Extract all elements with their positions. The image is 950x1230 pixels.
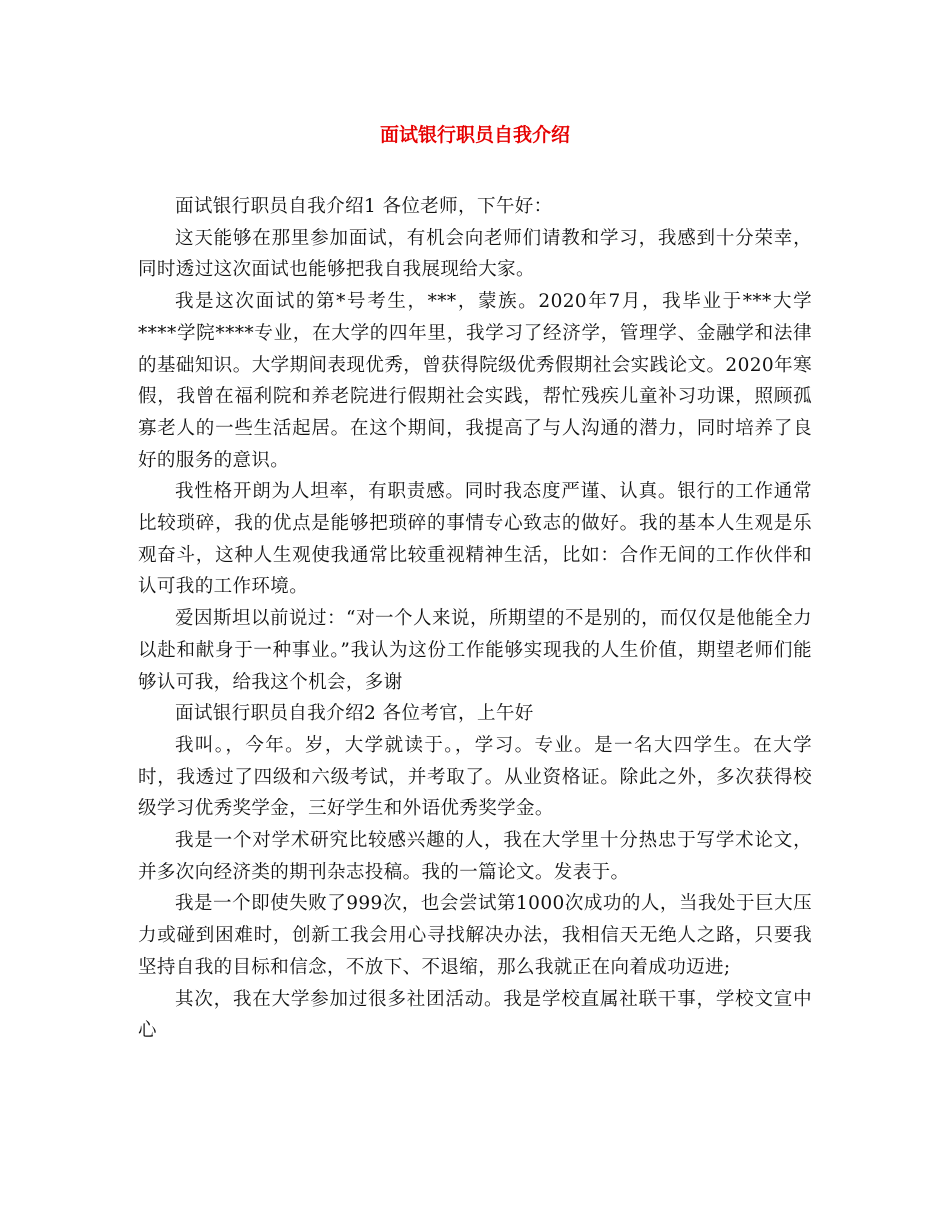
paragraph: 我是一个即使失败了999次，也会尝试第1000次成功的人，当我处于巨大压力或碰到困难时，创新工我会用心寻找解决办法，我相信天无绝人之路，只要我坚持自我的目标和信念，不放下、不退缩，那么我就正在向着成功迈进; [138, 893, 812, 978]
paragraph: 这天能够在那里参加面试，有机会向老师们请教和学习，我感到十分荣幸，同时透过这次面试也能够把我自我展现给大家。 [138, 227, 812, 281]
paragraph: 我是一个对学术研究比较感兴趣的人，我在大学里十分热忠于写学术论文，并多次向经济类的期刊杂志投稿。我的一篇论文。发表于。 [138, 830, 812, 883]
paragraph: 其次，我在大学参加过很多社团活动。我是学校直属社联干事，学校文宣中心 [138, 988, 812, 1042]
paragraph: 爱因斯坦以前说过：“对一个人来说，所期望的不是别的，而仅仅是他能全力以赴和献身于一种事业。”我认为这份工作能够实现我的人生价值，期望老师们能够认可我，给我这个机会，多谢 [138, 608, 812, 693]
paragraph: 我叫。，今年。岁，大学就读于。，学习。专业。是一名大四学生。在大学时，我透过了四级和六级考试，并考取了。从业资格证。除此之外，多次获得校级学习优秀奖学金，三好学生和外语优秀奖学金。 [138, 734, 812, 820]
paragraph: 我性格开朗为人坦率，有职责感。同时我态度严谨、认真。银行的工作通常比较琐碎，我的优点是能够把琐碎的事情专心致志的做好。我的基本人生观是乐观奋斗，这种人生观使我通常比较重视精神生活，比如：合作无间的工作伙伴和认可我的工作环境。 [138, 481, 812, 598]
paragraph: 我是这次面试的第*号考生，***，蒙族。2020年7月，我毕业于***大学****学院****专业，在大学的四年里，我学习了经济学，管理学、金融学和法律的基础知识。大学期间表现优秀，曾获得院级优秀假期社会实践论文。2020年寒假，我曾在福利院和养老院进行假期社会实践，帮忙残疾儿童补习功课，照顾孤寡老人的一些生活起居。在这个期间，我提高了与人沟通的潜力，同时培养了良好的服务的意识。 [138, 291, 812, 471]
document-title: 面试银行职员自我介绍 [379, 124, 570, 146]
paragraph-intro-1-greeting: 面试银行职员自我介绍1 各位老师，下午好： [175, 196, 553, 217]
document-body [138, 191, 812, 1047]
paragraph-intro-2-greeting: 面试银行职员自我介绍2 各位考官，上午好 [175, 703, 534, 725]
